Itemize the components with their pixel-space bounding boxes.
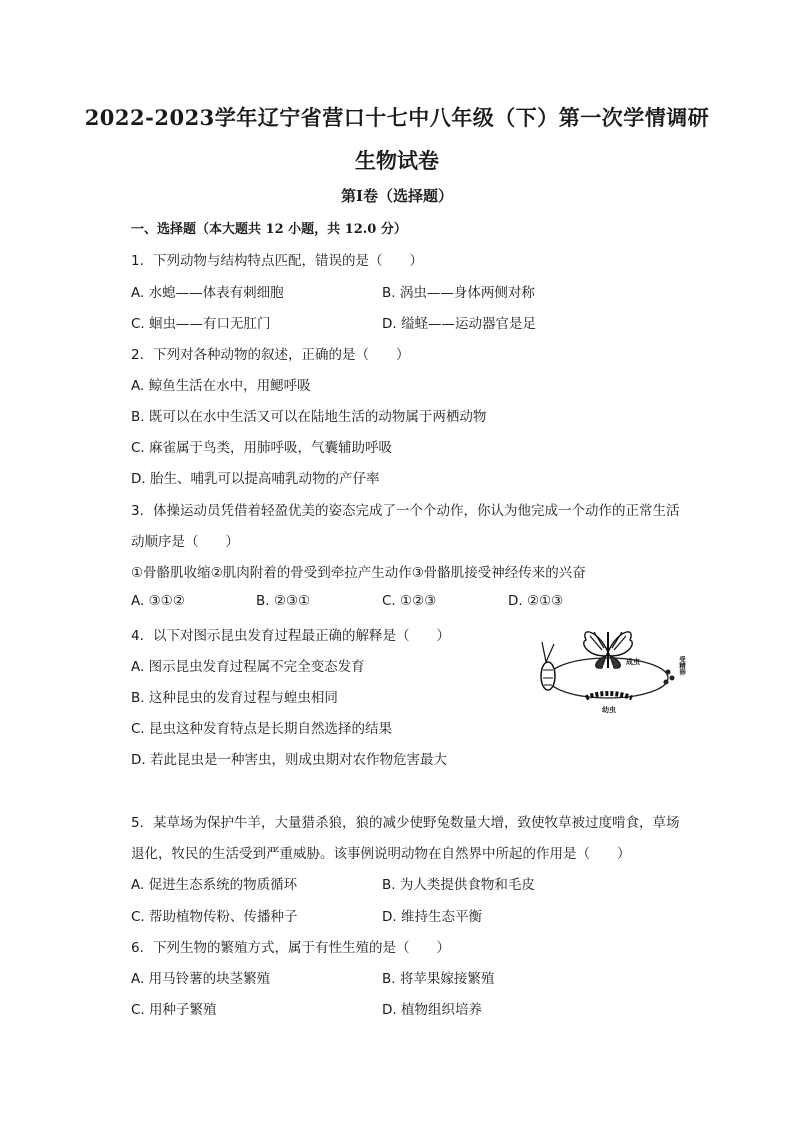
question-4-option-c: C. 昆虫这种发育特点是长期自然选择的结果 bbox=[131, 721, 393, 737]
caterpillar-icon bbox=[586, 694, 632, 699]
question-5-stem: 5. 某草场为保护牛羊，大量猎杀狼，狼的减少使野兔数量大增，致使牧草被过度啃食，草场 bbox=[131, 815, 680, 831]
question-2-option-a: A. 鲸鱼生活在水中，用鳃呼吸 bbox=[131, 378, 311, 394]
question-1-option-c: C. 蛔虫——有口无肛门 bbox=[131, 316, 271, 332]
butterfly-icon bbox=[584, 632, 632, 668]
question-5-option-b: B. 为人类提供食物和毛皮 bbox=[382, 877, 535, 893]
question-5-option-c: C. 帮助植物传粉、传播种子 bbox=[131, 909, 298, 925]
question-6-option-d: D. 植物组织培养 bbox=[382, 1002, 482, 1018]
label-fertilized-egg: 受精卵 bbox=[678, 656, 686, 676]
question-3-stem-continued: 动顺序是（ ） bbox=[131, 534, 239, 550]
exam-subtitle: 生物试卷 bbox=[355, 148, 439, 173]
label-larva: 幼虫 bbox=[602, 706, 616, 714]
question-5-option-a: A. 促进生态系统的物质循环 bbox=[131, 877, 298, 893]
question-5-option-d: D. 维持生态平衡 bbox=[382, 909, 482, 925]
question-4-option-b: B. 这种昆虫的发育过程与蝗虫相同 bbox=[131, 690, 338, 706]
question-6-option-c: C. 用种子繁殖 bbox=[131, 1002, 217, 1018]
question-2-option-d: D. 胎生、哺乳可以提高哺乳动物的产仔率 bbox=[131, 471, 380, 487]
insect-life-cycle-figure bbox=[528, 622, 694, 716]
question-6-option-a: A. 用马铃薯的块茎繁殖 bbox=[131, 971, 271, 987]
label-adult: 成虫 bbox=[626, 658, 640, 666]
question-3-option-b: B. ②③① bbox=[256, 593, 311, 609]
question-2-stem: 2. 下列对各种动物的叙述，正确的是（ ） bbox=[131, 347, 410, 363]
question-3-option-c: C. ①②③ bbox=[382, 593, 437, 609]
question-6-stem: 6. 下列生物的繁殖方式，属于有性生殖的是（ ） bbox=[131, 940, 450, 956]
exam-title: 2022-2023学年辽宁省营口十七中八年级（下）第一次学情调研 bbox=[84, 105, 710, 130]
question-4-stem: 4. 以下对图示昆虫发育过程最正确的解释是（ ） bbox=[131, 628, 450, 644]
question-3-option-a: A. ③①② bbox=[131, 593, 185, 609]
question-4-option-d: D. 若此昆虫是一种害虫，则成虫期对农作物危害最大 bbox=[131, 752, 447, 768]
question-1-option-a: A. 水螅——体表有刺细胞 bbox=[131, 285, 284, 301]
question-1-option-d: D. 缢蛏——运动器官是足 bbox=[382, 316, 536, 332]
question-3-stem: 3. 体操运动员凭借着轻盈优美的姿态完成了一个个动作，你认为他完成一个动作的正常生活 bbox=[131, 503, 680, 519]
question-3-option-d: D. ②①③ bbox=[508, 593, 564, 609]
question-5-stem-continued: 退化，牧民的生活受到严重威胁。该事例说明动物在自然界中所起的作用是（ ） bbox=[131, 846, 631, 862]
pupa-icon bbox=[541, 642, 555, 690]
question-4-option-a: A. 图示昆虫发育过程属不完全变态发育 bbox=[131, 659, 365, 675]
question-2-option-c: C. 麻雀属于鸟类，用肺呼吸，气囊辅助呼吸 bbox=[131, 440, 393, 456]
question-3-steps: ①骨骼肌收缩②肌肉附着的骨受到牵拉产生动作③骨骼肌接受神经传来的兴奋 bbox=[131, 565, 586, 581]
question-1-stem: 1. 下列动物与结构特点匹配，错误的是（ ） bbox=[131, 253, 423, 269]
section-heading: 一、选择题（本大题共 12 小题，共 12.0 分） bbox=[131, 222, 407, 237]
question-1-option-b: B. 涡虫——身体两侧对称 bbox=[382, 285, 535, 301]
question-6-option-b: B. 将苹果嫁接繁殖 bbox=[382, 971, 495, 987]
question-2-option-b: B. 既可以在水中生活又可以在陆地生活的动物属于两栖动物 bbox=[131, 409, 487, 425]
part-heading: 第Ⅰ卷（选择题） bbox=[340, 187, 454, 205]
